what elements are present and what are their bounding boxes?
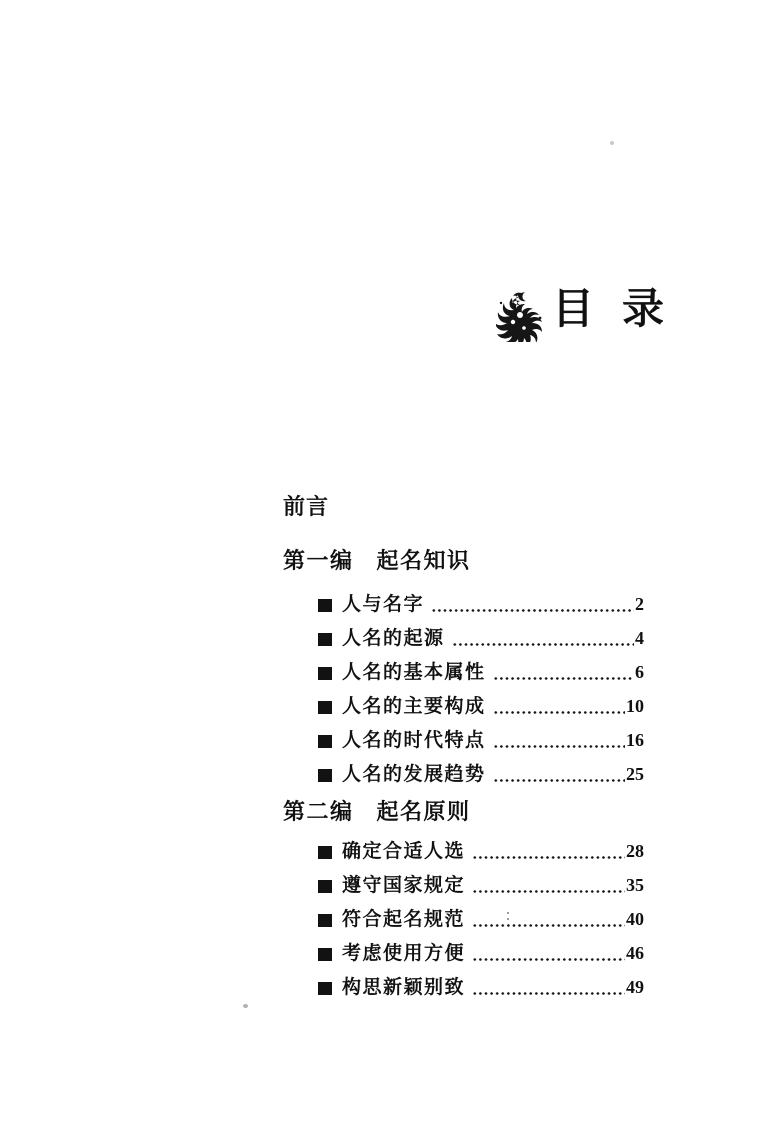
toc-list-2 <box>283 841 644 998</box>
toc-list-1 <box>283 594 644 785</box>
square-bullet-icon <box>318 633 332 646</box>
scan-speck <box>507 912 509 914</box>
toc-entry <box>283 841 644 862</box>
section-heading-1 <box>283 547 644 574</box>
square-bullet-icon <box>318 701 332 714</box>
dot-leader <box>472 890 625 893</box>
toc-entry-page: 40 <box>626 909 644 929</box>
dot-leader <box>431 609 634 612</box>
square-bullet-icon <box>318 769 332 782</box>
toc-entry-label: 人名的基本属性 <box>342 662 486 683</box>
toc-entry-label: 确定合适人选 <box>342 841 466 862</box>
square-bullet-icon <box>318 948 332 961</box>
section-name: 起名知识 <box>376 548 471 573</box>
dot-leader <box>452 643 634 646</box>
toc-entry-page: 28 <box>626 841 644 861</box>
page-title-text <box>544 285 664 333</box>
section-name: 起名原则 <box>376 799 471 824</box>
toc-entry <box>283 875 644 896</box>
toc-entry <box>283 764 644 785</box>
toc-entry <box>283 943 644 964</box>
dot-leader <box>493 711 625 714</box>
toc-entry-label: 人名的发展趋势 <box>342 764 486 785</box>
toc-entry-page: 2 <box>635 594 644 614</box>
dot-leader <box>472 924 625 927</box>
dot-leader <box>472 992 625 995</box>
dot-leader <box>493 779 625 782</box>
scan-speck <box>610 141 614 145</box>
square-bullet-icon <box>318 599 332 612</box>
square-bullet-icon <box>318 914 332 927</box>
toc-content <box>283 494 644 1011</box>
toc-entry-label: 人名的主要构成 <box>342 696 486 717</box>
page-title <box>496 285 664 342</box>
toc-entry-label: 人名的起源 <box>342 628 445 649</box>
toc-entry-page: 10 <box>626 696 644 716</box>
toc-entry-page: 6 <box>635 662 644 682</box>
dot-leader <box>493 677 634 680</box>
toc-entry-page: 35 <box>626 875 644 895</box>
toc-entry-label: 人名的时代特点 <box>342 730 486 751</box>
preface-heading: 前言 <box>283 494 330 519</box>
scan-speck <box>243 1004 248 1008</box>
dot-leader <box>493 745 625 748</box>
toc-entry-page: 25 <box>626 764 644 784</box>
toc-entry-label: 考虑使用方便 <box>342 943 466 964</box>
toc-entry-page: 4 <box>635 628 644 648</box>
section-number: 第一编 <box>283 548 354 573</box>
square-bullet-icon <box>318 667 332 680</box>
toc-entry-page: 46 <box>626 943 644 963</box>
toc-entry <box>283 909 644 930</box>
toc-entry-label: 符合起名规范 <box>342 909 466 930</box>
square-bullet-icon <box>318 880 332 893</box>
dot-leader <box>472 856 625 859</box>
section-number: 第二编 <box>283 799 354 824</box>
toc-entry <box>283 696 644 717</box>
toc-entry-label: 构思新颖别致 <box>342 977 466 998</box>
toc-entry <box>283 662 644 683</box>
toc-entry-page: 49 <box>626 977 644 997</box>
dragon-stamp-icon <box>496 288 544 342</box>
toc-entry-label: 遵守国家规定 <box>342 875 466 896</box>
title-char-lu: 录 <box>622 284 665 333</box>
toc-entry <box>283 730 644 751</box>
square-bullet-icon <box>318 846 332 859</box>
toc-entry-page: 16 <box>626 730 644 750</box>
toc-entry-label: 人与名字 <box>342 594 425 615</box>
title-char-mu: 目 <box>552 284 595 333</box>
toc-entry <box>283 977 644 998</box>
toc-entry <box>283 594 644 615</box>
section-heading-2 <box>283 798 644 825</box>
square-bullet-icon <box>318 735 332 748</box>
toc-entry <box>283 628 644 649</box>
square-bullet-icon <box>318 982 332 995</box>
dot-leader <box>472 958 625 961</box>
